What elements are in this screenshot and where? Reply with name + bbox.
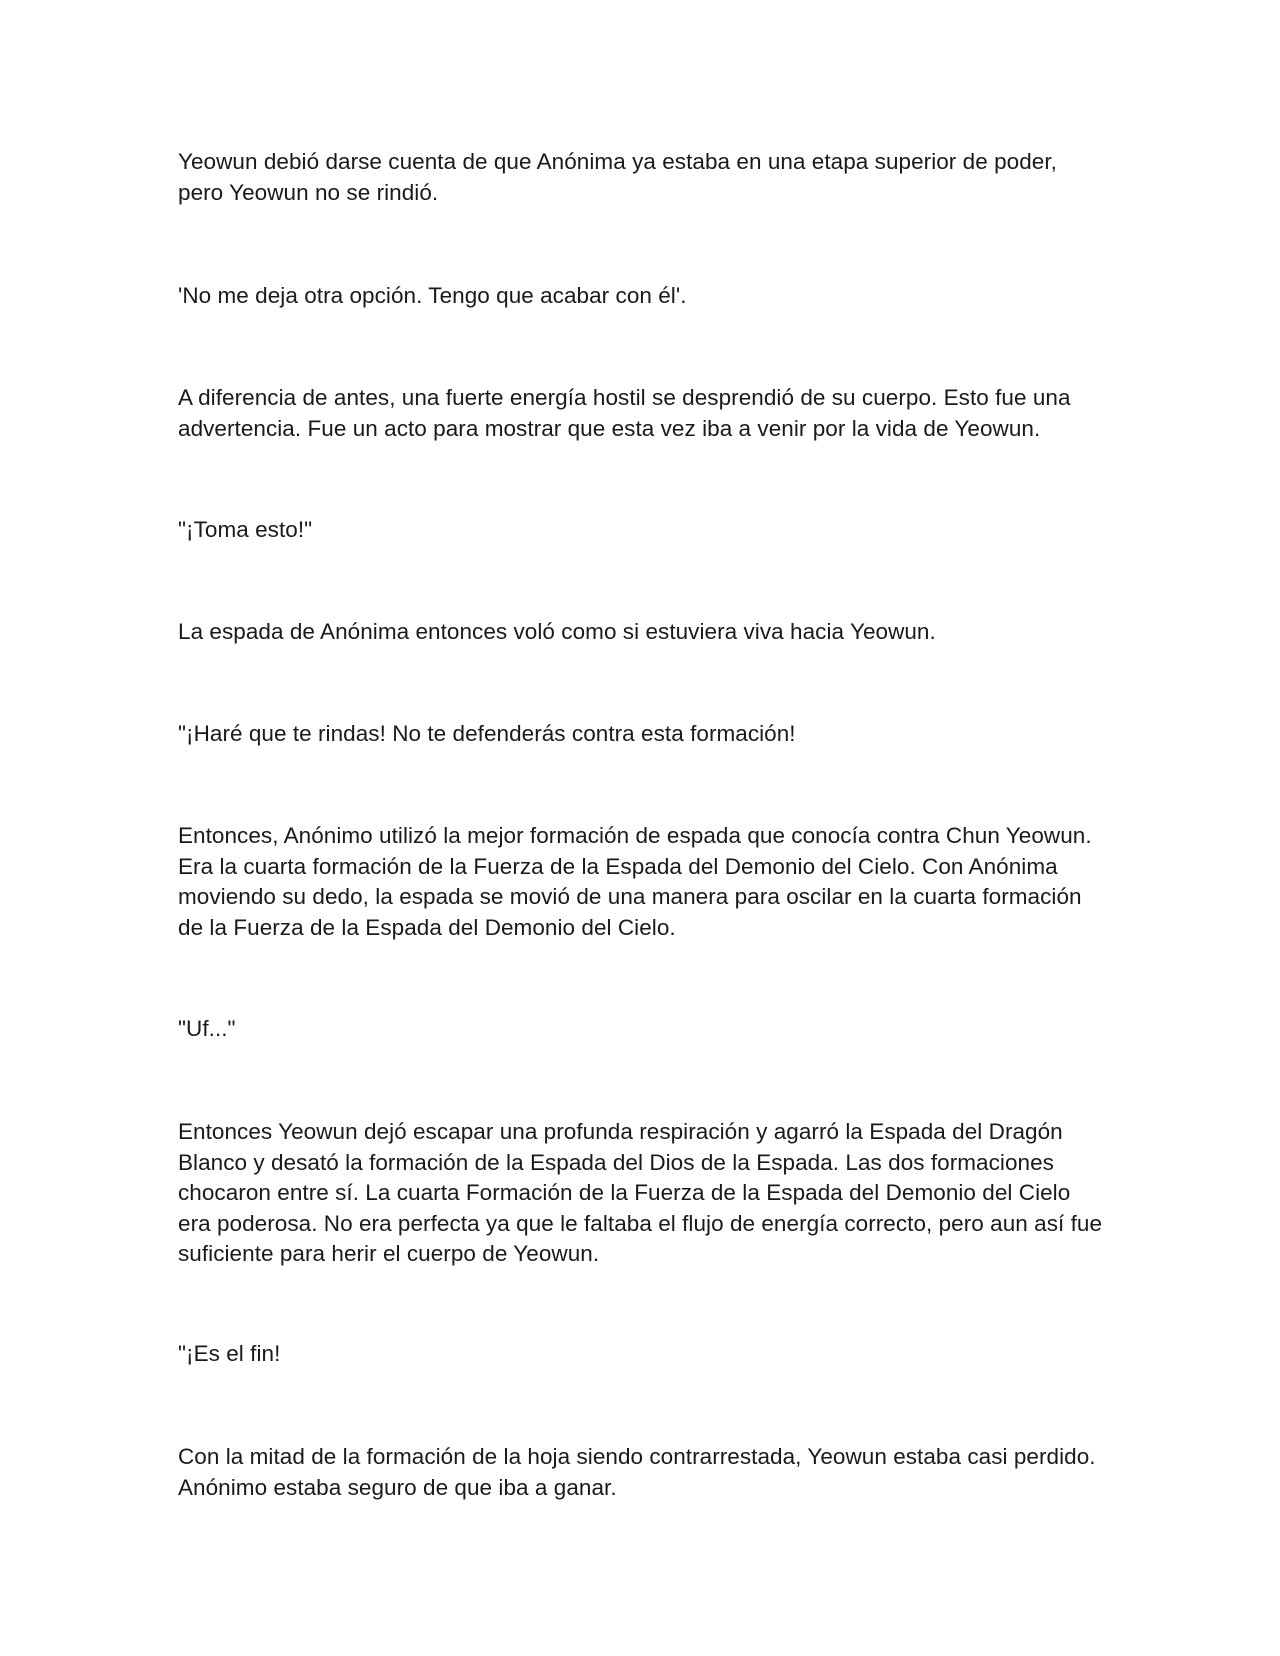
paragraph-11: Con la mitad de la formación de la hoja siendo contrarrestada, Yeowun estaba casi perdido. Anónimo estaba seguro de que iba a ganar. [178,1444,1096,1500]
paragraph-2: 'No me deja otra opción. Tengo que acabar con él'. [178,283,687,308]
paragraph-10: "¡Es el fin! [178,1341,281,1366]
paragraph-8: "Uf..." [178,1016,236,1041]
paragraph-9: Entonces Yeowun dejó escapar una profunda respiración y agarró la Espada del Dragón Blanco y desató la formación de la Espada del Dios de la Espada. Las dos formaciones chocaron entre sí. La cuarta Formación de la Fuerza de la Espada del Demonio del Cielo era poderosa. No era perfecta ya que le faltaba el flujo de energía correcto, pero aun así fue suficiente para herir el cuerpo de Yeowun. [178,1119,1103,1266]
paragraph-1: Yeowun debió darse cuenta de que Anónima ya estaba en una etapa superior de poder, pero Yeowun no se rindió. [178,149,1057,205]
paragraph-6: "¡Haré que te rindas! No te defenderás contra esta formación! [178,721,796,746]
paragraph-4: "¡Toma esto!" [178,517,313,542]
paragraph-7: Entonces, Anónimo utilizó la mejor formación de espada que conocía contra Chun Yeowun. Era la cuarta formación de la Fuerza de la Espada del Demonio del Cielo. Con Anónima moviendo su dedo, la espada se movió de una manera para oscilar en la cuarta formación de la Fuerza de la Espada del Demonio del Cielo. [178,823,1092,940]
paragraph-3: A diferencia de antes, una fuerte energía hostil se desprendió de su cuerpo. Esto fue una advertencia. Fue un acto para mostrar que esta vez iba a venir por la vida de Yeowun. [178,385,1071,441]
paragraph-5: La espada de Anónima entonces voló como si estuviera viva hacia Yeowun. [178,619,936,644]
